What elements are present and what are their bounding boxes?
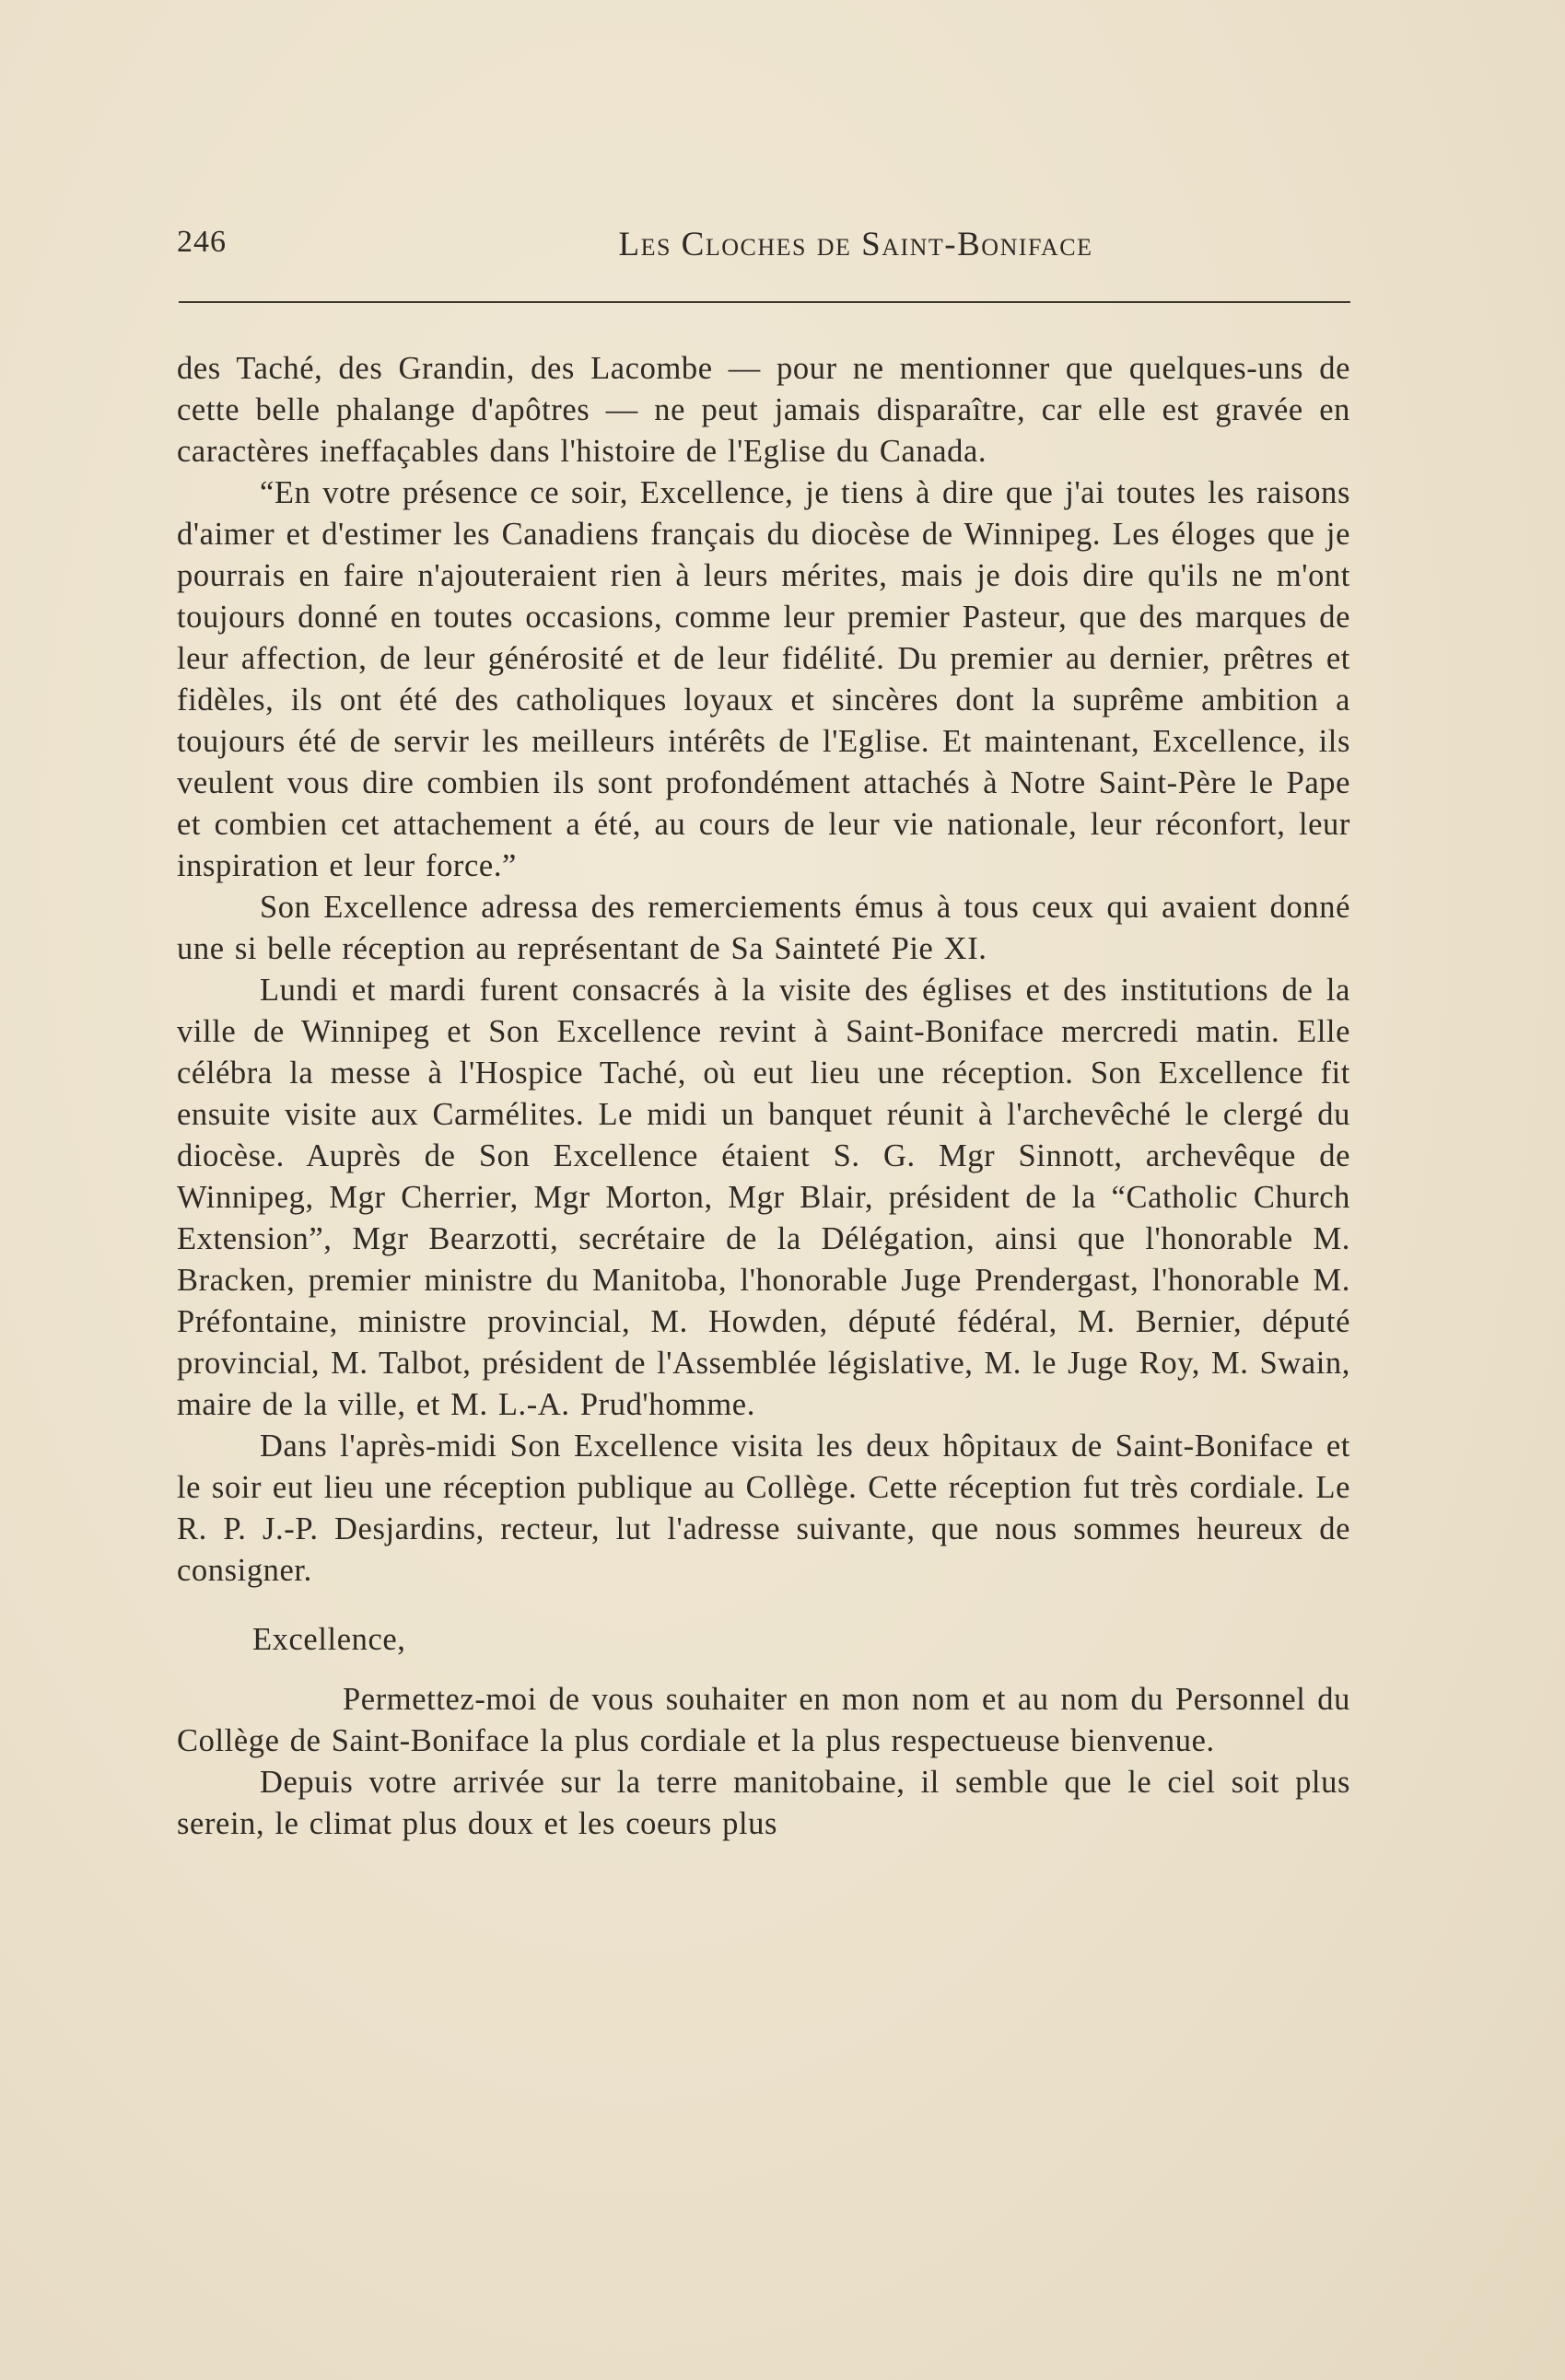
address-salutation: Excellence,	[252, 1622, 406, 1657]
paragraph-visits: Lundi et mardi furent consacrés à la visite des églises et des institutions de la ville de Winnipeg et Son Excellence revint à Saint-Boniface mercredi matin. Elle célébra la messe à l'Hospice Taché, où eut lieu une réception. Son Excellence fit ensuite visite aux Carmélites. Le midi un banquet réunit à l'archevêché le clergé du diocèse. Auprès de Son Excellence étaient S. G. Mgr Sinnott, archevêque de Winnipeg, Mgr Cherrier, Mgr Morton, Mgr Blair, président de la “Catholic Church Extension”, Mgr Bearzotti, secrétaire de la Délégation, ainsi que l'honorable M. Bracken, premier ministre du Manitoba, l'honorable Juge Prendergast, l'honorable M. Préfontaine, ministre provincial, M. Howden, député fédéral, M. Bernier, député provincial, M. Talbot, président de l'Assemblée législative, M. le Juge Roy, M. Swain, maire de la ville, et M. L.-A. Prud'homme.	[177, 973, 1350, 1422]
address-paragraph-arrival: Depuis votre arrivée sur la terre manitobaine, il semble que le ciel soit plus serein, le climat plus doux et les coeurs plus	[177, 1765, 1350, 1841]
page-header	[177, 225, 1350, 280]
paragraph-thanks: Son Excellence adressa des remerciements émus à tous ceux qui avaient donné une si belle réception au représentant de Sa Sainteté Pie XI.	[177, 890, 1350, 966]
paragraph-continuation: des Taché, des Grandin, des Lacombe — pour ne mentionner que quelques-uns de cette belle phalange d'apôtres — ne peut jamais disparaître, car elle est gravée en caractères ineffaçables dans l'histoire de l'Eglise du Canada.	[177, 351, 1350, 469]
page-number: 246	[177, 225, 227, 259]
address-paragraph-welcome: Permettez-moi de vous souhaiter en mon nom et au nom du Personnel du Collège de Saint-Boniface la plus cordiale et la plus respectueuse bienvenue.	[177, 1682, 1350, 1758]
paragraph-reception: Dans l'après-midi Son Excellence visita les deux hôpitaux de Saint-Boniface et le soir eut lieu une réception publique au Collège. Cette réception fut très cordiale. Le R. P. J.-P. Desjardins, recteur, lut l'adresse suivante, que nous sommes heureux de consigner.	[177, 1429, 1350, 1588]
header-rule	[179, 301, 1350, 303]
paragraph-quote: “En votre présence ce soir, Excellence, je tiens à dire que j'ai toutes les raisons d'aimer et d'estimer les Canadiens français du diocèse de Winnipeg. Les éloges que je pourrais en faire n'ajouteraient rien à leurs mérites, mais je dois dire qu'ils ne m'ont toujours donné en toutes occasions, comme leur premier Pasteur, que des marques de leur affection, de leur générosité et de leur fidélité. Du premier au dernier, prêtres et fidèles, ils ont été des catholiques loyaux et sincères dont la suprême ambition a toujours été de servir les meilleurs intérêts de l'Eglise. Et maintenant, Excellence, ils veulent vous dire combien ils sont profondément attachés à Notre Saint-Père le Pape et combien cet attachement a été, au cours de leur vie nationale, leur réconfort, leur inspiration et leur force.”	[177, 475, 1350, 883]
body-text	[177, 348, 1350, 1845]
running-title: Les Cloches de Saint-Boniface	[618, 226, 1093, 263]
